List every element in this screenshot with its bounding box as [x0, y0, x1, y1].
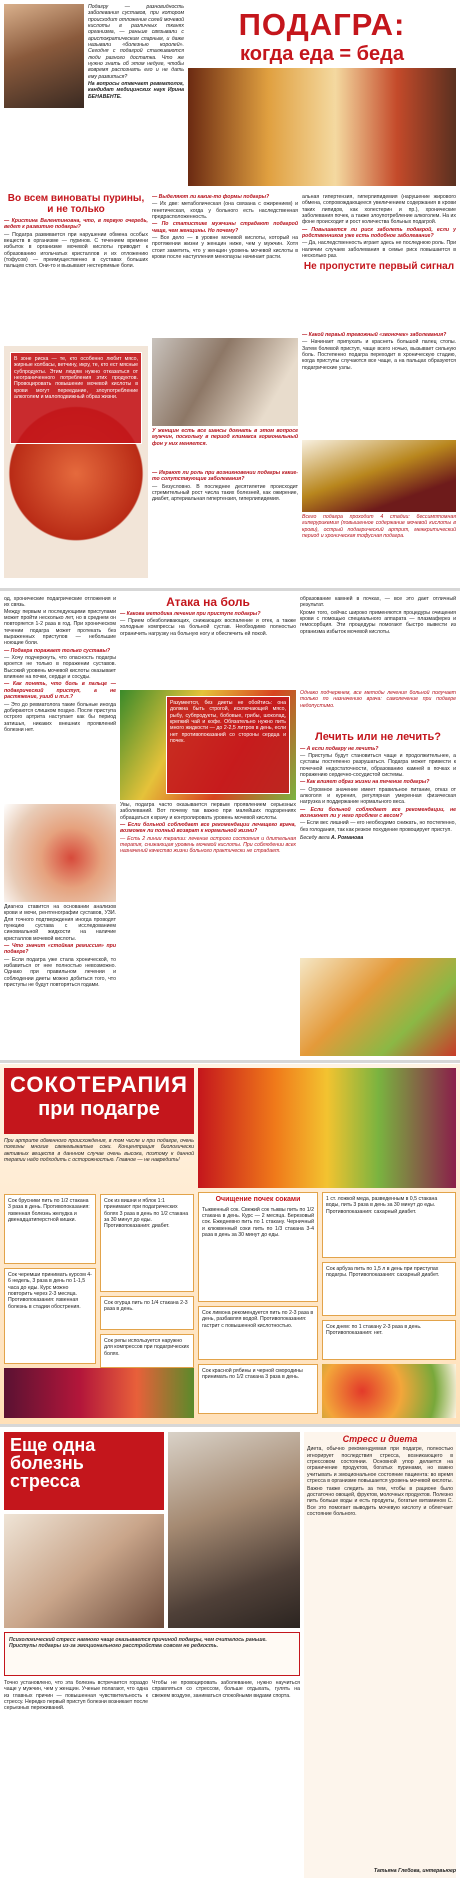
- juice-turnip-text: Сок репы используется наружно для компрессов при подагрических болях.: [104, 1338, 190, 1357]
- stress-title-line3: стресса: [10, 1471, 80, 1491]
- intro-footer: На вопросы отвечает ревматолог, кандидат медицинских наук Ирина БЕНАВЕНТЕ.: [88, 81, 184, 100]
- diet-box: [166, 696, 290, 794]
- stress-col2-text: Чтобы не провоцировать заболевание, нужно научиться справляться со стрессом, больше отдыхать, гулять на свежем воздухе, заниматься спокойными видами спорта.: [152, 1680, 300, 1699]
- juice-lingonberry: [4, 1194, 96, 1264]
- heading-signal: Не пропустите первый сигнал: [303, 261, 455, 273]
- col2-warning: [120, 802, 296, 1056]
- stages-text: Всего подагра проходит 4 стадии: бессимптомная гиперурикемия (повышенное содержание мочевой кислоты в крови), острый подагрический артрит, межкритический период и хроническая тофусная подагра.: [302, 514, 456, 540]
- risk-text: В зоне риска — те, кто особенно любит мясо, жирные колбасы, ветчину, икру, те, кто ест мясные субпродукты. Этим людям нужно отказаться от неограниченного потребления этих продуктов. Провоцировать повышение мочевой кислоты в крови могут переедание, злоупотребление алкоголем и малоподвижный образ жизни.: [14, 356, 138, 401]
- juice-glasses-photo: [198, 1068, 456, 1188]
- answer-pain: — Это до ревматолога такие больные иногда добираются слишком поздно. После приступа острого артрита наступает как бы период затишья, никаких внешних проявлений болезни нет.: [4, 701, 116, 733]
- stress-title: [4, 1432, 164, 1510]
- col3-heredity: [302, 194, 456, 330]
- man-in-pain-photo: [152, 338, 298, 426]
- answer-normal-life: — Есть 2 линии терапии: лечение острого состояния и длительная терапия, снижающая уровень мочевой кислоты. При соблюдении всех назначений качество жизни больного практически не страдает.: [120, 835, 296, 855]
- intro-lower: [4, 112, 84, 190]
- stress-diet-text-2: Важно также следить за тем, чтобы в рационе было достаточно овощей, фруктов, молочных продуктов. Полезно пить больше воды и есть продукты, богатые витамином С. Все это помогает выводить мочевую кислоту и облегчает состояние больного.: [307, 1485, 453, 1517]
- juice-intro-text: При артрите обменного происхождения, в том числе и при подагре, очень полезны многие свежевыжатые соки. Концентрация биологически активных веществ в даннном случае очень высока, поэтому к данной терапии надо подходить с осторожностью. Главное — не навредить!: [4, 1138, 194, 1164]
- stress-col1: [4, 1680, 148, 1878]
- answer-lifestyle: — Огромное значение имеет правильное питание, отказ от алкоголя и курения, регулярная умеренная физическая нагрузка и поддержание нормального веса.: [300, 786, 456, 806]
- section-treatment: [0, 592, 460, 1060]
- juice-cherry-apple: [100, 1194, 194, 1292]
- question-no-treatment: — А если подагру не лечить?: [300, 745, 379, 752]
- juice-intro: [4, 1138, 194, 1190]
- answer-6: — Начинает припухать и краснеть большой палец стопы. Затем болевой приступ, чаще всего ночью, вызывает сильную боль. Постепенно подагра переходит в хроническую стадию, когда приступы случаются все чаще, а на пальцах образуются подагрические узлы.: [302, 339, 456, 371]
- col3-italic-box: [300, 690, 456, 730]
- answer-2: — Их две: метаболическая (она связана с ожирением) и генетическая, когда у больного есть наследственная предрасположенность.: [152, 201, 298, 221]
- question-1: — Кристина Валентиновна, что, в первую очередь, ведет к развитию подагры?: [4, 218, 148, 231]
- col3-signal: [302, 332, 456, 438]
- chronic-text: од, хронические подагрические отложения и их связь. Между первым и последующими приступами может пройти несколько лет, но в среднем он повторяется 1-2 раза в год. При хроническом течении подагра может протекать без выраженных приступов — небольшие ноющие боли.: [4, 596, 116, 647]
- col2-diseases: [152, 470, 298, 580]
- answer-no-treatment: — Приступы будут становиться чаще и продолжительнее, а суставы постепенно разрушаться. Подагра может привести к почечной недостаточности, образованию камней в почках и поражению сердечно-сосудистой системы.: [300, 752, 456, 778]
- section-stress: [0, 1428, 460, 1884]
- juice-title-sub: при подагре: [38, 1097, 160, 1120]
- juice-watermelon-text: Сок арбуза пить по 1,5 л в день при приступах подагры. Противопоказания: сахарный диабет.: [326, 1266, 440, 1279]
- question-normal-life: — Если больной соблюдает все рекомендации лечащего врача, возможен ли полный возврат к нормальной жизни?: [120, 822, 296, 835]
- juice-rowan-currant: [198, 1364, 318, 1414]
- heading-purines: Во всем виноваты пурины, и не только: [7, 194, 145, 215]
- food-table-photo: [188, 68, 456, 186]
- stones-text: образование камней в почках, — все это дает отличный результат.: [300, 596, 456, 609]
- question-3: — По статистике мужчины страдают подагрой чаще, чем женщины. Но почему?: [152, 221, 298, 234]
- warning-text: Увы, подагра часто оказывается первым проявлением серьезных заболеваний. Вот почему так важно при малейших подозрениях обращаться к врачу и контролировать уровень мочевой кислоты.: [120, 802, 296, 821]
- vegetables-photo: [120, 690, 296, 800]
- stress-diet-column: [304, 1432, 456, 1878]
- stress-diet-text: Диета, обычно рекомендуемая при подагре, полностью игнорирует последствия стресса, возникающего в стрессовом состоянии. Основной упор делается на ограничение продуктов, богатых пуринами, но важно учитывать и эмоциональное состояние пациента: во время стресса в организме повышается уровень мочевой кислоты.: [307, 1446, 453, 1485]
- divider-1: [0, 588, 460, 591]
- col3-text: альная гипертензия, гиперлипидемия (нарушение жирового обмена, сопровождающееся увеличением содержания в крови таких липидов, как холестерин и пр.), хронические заболевания почек, а также злоупотребление алкоголем. На их фоне происходит и рост количества больных подагрой.: [302, 194, 456, 226]
- caption-women: [152, 428, 298, 468]
- headline-sub: когда еда = беда: [240, 42, 404, 65]
- fruit-photo: [322, 1364, 456, 1418]
- intro-column: [88, 4, 184, 190]
- italic-box-text: Однако подчеркнем, все методы лечения больной получает только по назначению врача: самолечение при подагре недопустимо.: [300, 690, 456, 709]
- juice-honey: [322, 1192, 456, 1258]
- berries-photo: [4, 1368, 194, 1418]
- heading-stress-diet: Стресс и диета: [342, 1434, 418, 1444]
- heading-attack: Атака на боль: [166, 596, 250, 609]
- question-2: — Выделяют ли какие-то формы подагры?: [152, 194, 270, 200]
- juice-ramson: [4, 1268, 96, 1364]
- col2-attack: [120, 596, 296, 688]
- doctor-portrait: [4, 4, 84, 108]
- wine-glasses-photo: [302, 440, 456, 512]
- col1-chronic: [4, 596, 116, 802]
- woman-photo: [4, 1514, 164, 1628]
- question-joints: — Подагра поражает только суставы?: [4, 647, 111, 654]
- question-4: — Играют ли роль при возникновении подагры какие-то сопутствующие заболевания?: [152, 470, 298, 483]
- risk-box: [10, 352, 142, 444]
- headline: [188, 6, 456, 66]
- heading-cure: Лечить или не лечить?: [314, 732, 441, 743]
- intro-text: Подагру — разновидность заболевания суставов, при котором происходит отложение солей мочевой кислоты в различных тканях организма, — раньше связывали с аристократическим спарным, и даже называли «болезнью королей». Сегодня с подагрой сталкиваются люди разного достатка. Что же нужно знать об этом недуге, чтобы вовремя распознать его и не дать ему развиться?: [88, 4, 184, 80]
- stress-quote: [4, 1632, 300, 1676]
- col3-cure: [300, 732, 456, 956]
- col2-forms: [152, 194, 298, 336]
- juice-ramson-text: Сок черемши принимать курсом 4-6 недель, 3 раза в день по 1-1,5 часа до еды. Курс можно повторить через 2-3 месяца. Противопоказания: язвенная болезнь в стадии обострения.: [8, 1272, 92, 1310]
- stress-quote-text: Психологический стресс намного чаще оказывается причиной подагры, чем считалось раньше. Приступы подагры из-за эмоционального расстройства совсем не редкость.: [9, 1637, 267, 1650]
- stressed-man-photo: [168, 1432, 300, 1628]
- question-method: — Какова методика лечения при приступе подагры?: [120, 610, 261, 617]
- juice-daily: [322, 1320, 456, 1360]
- juice-cherry-apple-text: Сок из вишни и яблок 1:1 принимают при подагрических болях 3 раза в день по 1/2 стакана за 30 минут до еды. Противопоказания: диабет.: [104, 1198, 189, 1230]
- healthy-food-photo: [300, 958, 456, 1056]
- answer-method: — Прием обезболивающих, снижающих воспаление и отек, а также холодные компрессы на больной сустав. Необходимо полностью ограничить нагрузку на больную ногу и обеспечить ей покой.: [120, 617, 296, 637]
- col3-procedures: [300, 596, 456, 688]
- juice-cucumber-text: Сок огурца пить по 1/4 стакана 2-3 раза в день.: [104, 1300, 188, 1313]
- question-6: — Какой первый тревожный «звоночек» заболевания?: [302, 332, 447, 338]
- juice-lingonberry-text: Сок брусники пить по 1/2 стакана 3 раза в день. Противопоказания: язвенная болезнь желудка и двенадцатиперстной кишки.: [8, 1198, 90, 1224]
- answer-weight: — Если вес лишний — его необходимо снижать, но постепенно, без голодания, так как резкое похудение провоцирует приступ.: [300, 820, 456, 833]
- author-label: Беседу вела: [300, 835, 330, 842]
- juice-lemon: [198, 1306, 318, 1360]
- juice-rowan-currant-text: Сок красной рябины и черной смородины принимать по 1/2 стакана 3 раза в день.: [202, 1368, 303, 1381]
- answer-joints: — Хочу подчеркнуть, что опасность подагры кроется не только в поражении суставов. Высокий уровень мочевой кислоты оказывает влияние на почки, сердце и сосуды.: [4, 655, 116, 681]
- stress-title-line2: болезнь: [10, 1453, 84, 1473]
- divider-3: [0, 1424, 460, 1427]
- answer-remission: — Если подагра уже стала хронической, то избавиться от нее полностью невозможно. Однако при правильном лечении и соблюдении диеты можно добиться того, что приступы не будут повторяться годами.: [4, 956, 116, 989]
- stress-col1-text: Точно установлено, что эта болезнь встречается гораздо чаще у мужчин, чем у женщин. Ученые полагают, что одна из главных причин — повышенная чувствительность к стрессу. Нередко первый приступ болезни возникает после серьезных переживаний.: [4, 1680, 148, 1712]
- author-name: А. Романова: [331, 835, 364, 842]
- col1-purines: [4, 194, 148, 344]
- stress-title-line1: Еще одна: [10, 1435, 96, 1455]
- col1-diagnosis: [4, 904, 116, 1058]
- juice-honey-text: 1 ст. ложкой меда, разведенным в 0,5 стакана воды, пить 3 раза в день за 30 минут до еды. Противопоказания: сахарный диабет.: [326, 1196, 438, 1215]
- divider-2: [0, 1060, 460, 1063]
- juice-therapy-title: [4, 1068, 194, 1134]
- question-5: — Повышается ли риск заболеть подагрой, если у родственников уже есть подобное заболевание?: [302, 226, 456, 240]
- diet-text: Разумеется, без диеты не обойтись: она должна быть строгой, исключающей мясо, рыбу, субпродукты, бобовые, грибы, шоколад, крепкий чай и кофе. Обязательно нужно пить много жидкости — до 2-2,5 литров в день, если нет противопоказаний со стороны сердца и почек.: [170, 700, 286, 745]
- juice-title-main: СОКОТЕРАПИЯ: [10, 1072, 188, 1097]
- stress-col2: [152, 1680, 300, 1878]
- question-weight: — Если больной соблюдает все рекомендации, не возникнет ли у него проблем с весом?: [300, 806, 456, 819]
- juice-turnip: [100, 1334, 194, 1368]
- meat-prohibited-photo: [4, 346, 148, 578]
- author-line: [300, 835, 456, 841]
- kidney-box-text: Тыквенный сок. Свежий сок тыквы пить по 1/2 стакана в день. Курс — 2 месяца. Березовый сок. Ежедневно пить по 1 стакану. Черничный и клюквенный соки пить по 1/3 стакана 3-4 раза в день за 30 минут до еды.: [202, 1206, 314, 1238]
- stress-signature: [304, 1868, 456, 1880]
- juice-daily-text: Сок днем: по 1 стакану 2-3 раза в день. Противопоказания: нет.: [326, 1324, 422, 1337]
- juice-lemon-text: Сок лимона рекомендуется пить по 2-3 раза в день, разбавляя водой. Противопоказания: гастрит с повышенной кислотностью.: [202, 1310, 314, 1329]
- headline-main: ПОДАГРА:: [238, 7, 406, 42]
- caption-women-text: У женщин есть все шансы догнать в этом вопросе мужчин, поскольку в период климакса гормональный фон у них меняется.: [152, 428, 298, 447]
- section-gout-intro: [0, 0, 460, 588]
- question-lifestyle: — Как влияет образ жизни на течение подагры?: [300, 779, 430, 786]
- kidney-box-title: Очищение почек соками: [215, 1196, 301, 1203]
- plasmapheresis-text: Кроме того, сейчас широко применяются процедуры очищения крови с помощью специального аппарата — плазмаферез и гемосорбция. Эти процедуры помогают быстро вывести из организма избыток мочевой кислоты.: [300, 609, 456, 635]
- foot-pain-photo: [4, 804, 116, 902]
- answer-4: — Безусловно. В последнее десятилетие происходит стремительный рост числа таких болезней, как ожирение, диабет, артериальная гипертензия, гиперлипидемия.: [152, 483, 298, 503]
- juice-cucumber: [100, 1296, 194, 1330]
- juice-watermelon: [322, 1262, 456, 1316]
- section-juice-therapy: [0, 1064, 460, 1424]
- diagnosis-text: Диагноз ставится на основании анализов крови и мочи, рентгенографии суставов, УЗИ. Для точного подтверждения иногда проводят пункцию сустава с исследованием синовиальной жидкости на наличие кристаллов мочевой кислоты.: [4, 904, 116, 942]
- question-pain: — Как понять, что боль в пальце — подагрический приступ, а не растяжение, ушиб и т.п.?: [4, 681, 116, 701]
- question-remission: — Что значит «стойкая ремиссия» при подагре?: [4, 943, 116, 956]
- answer-1: — Подагра развивается при нарушении обмена особых веществ в организме — пуринов. С течением времени избыток в организме мочевой кислоты приводит к образованию игольчатых кристаллов и их отложению (тофусов) — преимущественно в суставах больших пальцев стоп. Они-то и вызывают нестерпимые боли.: [4, 231, 148, 270]
- signature-text: Татьяна Глебова, интервьюер: [373, 1868, 456, 1874]
- kidney-cleansing-box: [198, 1192, 318, 1302]
- stages-note: [302, 514, 456, 580]
- answer-3: — Все дело — в уровне мочевой кислоты, который на протяжении жизни у женщин ниже, чем у мужчин. Хотя стоит заметить, что у женщин уровень мочевой кислоты в крови после наступления менопаузы начинает расти.: [152, 235, 298, 261]
- answer-5: — Да, наследственность играет здесь не последнюю роль. При наличии случаев заболевания в семье риск повышается в несколько раз.: [302, 240, 456, 260]
